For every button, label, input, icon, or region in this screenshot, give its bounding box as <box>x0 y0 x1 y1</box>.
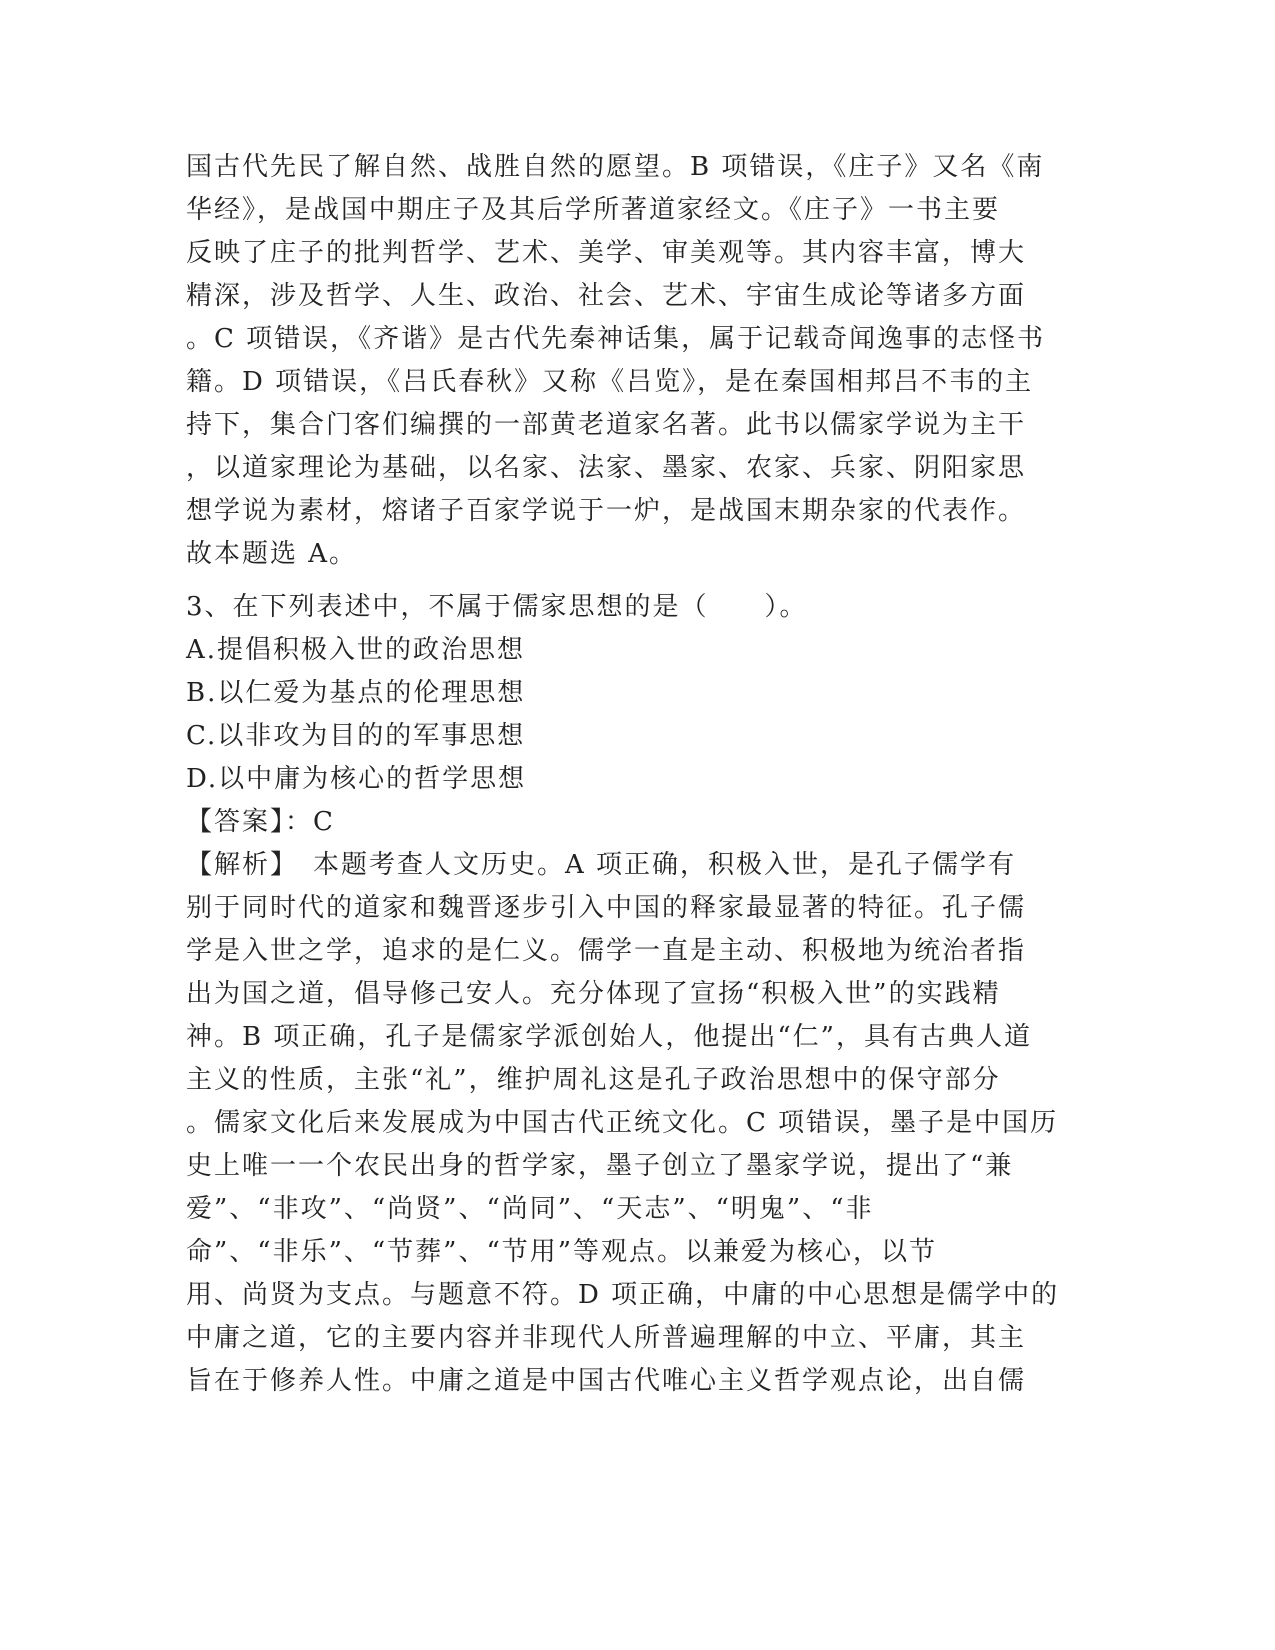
analysis-line: 中庸之道，它的主要内容并非现代人所普遍理解的中立、平庸，其主 <box>186 1323 1027 1353</box>
analysis-line: 史上唯一一个农民出身的哲学家，墨子创立了墨家学说，提出了“兼 <box>186 1151 1014 1181</box>
option-b: B.以仁爱为基点的伦理思想 <box>186 678 526 708</box>
text-line: 故本题选 A。 <box>186 539 358 569</box>
text-line: 华经》，是战国中期庄子及其后学所著道家经文。《庄子》一书主要 <box>186 195 1001 225</box>
text-line: 。C 项错误，《齐谐》是古代先秦神话集，属于记载奇闻逸事的志怪书 <box>186 324 1046 354</box>
analysis-block <box>186 844 1086 1403</box>
text-line: 反映了庄子的批判哲学、艺术、美学、审美观等。其内容丰富，博大 <box>186 238 1027 268</box>
text-line: 国古代先民了解自然、战胜自然的愿望。B 项错误，《庄子》又名《南 <box>186 152 1045 182</box>
option-a: A.提倡积极入世的政治思想 <box>186 635 526 665</box>
analysis-line: 命”、“非乐”、“节葬”、“节用”等观点。以兼爱为核心，以节 <box>186 1237 938 1267</box>
text-line: ，以道家理论为基础，以名家、法家、墨家、农家、兵家、阴阳家思 <box>186 453 1027 483</box>
text-line: 持下，集合门客们编撰的一部黄老道家名著。此书以儒家学说为主干 <box>186 410 1027 440</box>
analysis-line: 。儒家文化后来发展成为中国古代正统文化。C 项错误，墨子是中国历 <box>186 1108 1059 1138</box>
analysis-line: 别于同时代的道家和魏晋逐步引入中国的释家最显著的特征。孔子儒 <box>186 893 1027 923</box>
text-line: 想学说为素材，熔诸子百家学说于一炉，是战国末期杂家的代表作。 <box>186 496 1027 526</box>
text-line: 精深，涉及哲学、人生、政治、社会、艺术、宇宙生成论等诸多方面 <box>186 281 1027 311</box>
option-d: D.以中庸为核心的哲学思想 <box>186 764 527 794</box>
question-stem: 3、在下列表述中，不属于儒家思想的是（ ）。 <box>186 592 808 622</box>
question-3 <box>186 586 1086 1403</box>
analysis-line: 爱”、“非攻”、“尚贤”、“尚同”、“天志”、“明鬼”、“非 <box>186 1194 874 1224</box>
option-c: C.以非攻为目的的军事思想 <box>186 721 526 751</box>
analysis-line: 【解析】 本题考查人文历史。A 项正确，积极入世，是孔子儒学有 <box>186 850 1017 880</box>
analysis-line: 旨在于修养人性。中庸之道是中国古代唯心主义哲学观点论，出自儒 <box>186 1366 1027 1396</box>
answer-line: 【答案】：C <box>186 807 335 837</box>
analysis-line: 主义的性质，主张“礼”，维护周礼这是孔子政治思想中的保守部分 <box>186 1065 1001 1095</box>
analysis-line: 学是入世之学，追求的是仁义。儒学一直是主动、积极地为统治者指 <box>186 936 1027 966</box>
analysis-line: 神。B 项正确，孔子是儒家学派创始人，他提出“仁”，具有古典人道 <box>186 1022 1032 1052</box>
previous-analysis-continuation <box>186 146 1086 576</box>
paragraph-gap <box>186 576 1086 586</box>
analysis-line: 出为国之道，倡导修己安人。充分体现了宣扬“积极入世”的实践精 <box>186 979 1001 1009</box>
analysis-line: 用、尚贤为支点。与题意不符。D 项正确，中庸的中心思想是儒学中的 <box>186 1280 1060 1310</box>
page-content <box>186 146 1086 1403</box>
text-line: 籍。D 项错误，《吕氏春秋》又称《吕览》，是在秦国相邦吕不韦的主 <box>186 367 1034 397</box>
